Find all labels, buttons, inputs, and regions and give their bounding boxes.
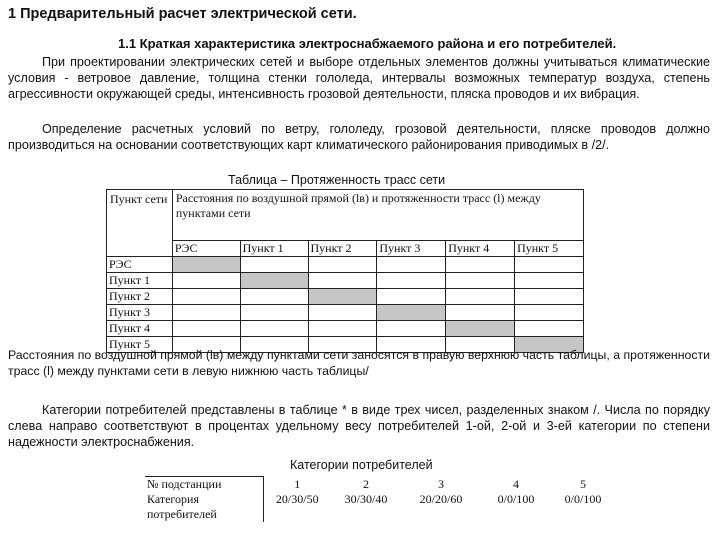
subsection-heading: 1.1 Краткая характеристика электроснабжаемого района и его потребителей. <box>118 36 617 51</box>
table-row <box>145 492 615 522</box>
table1-cell <box>240 321 308 337</box>
paragraph-consumer-categories: Категории потребителей представлены в таблице * в виде трех чисел, разделенных знаком /. Числа по порядку слева направо соответствуют в процентах удельному весу потребителей 1-ой, 2-ой и 3-ей категории по степени надежности электроснабжения. <box>8 403 710 450</box>
table-row <box>145 477 615 493</box>
route-length-table <box>106 189 584 353</box>
table-row <box>107 321 584 337</box>
table1-col-header: Пункт 2 <box>308 241 377 257</box>
substation-number: 3 <box>438 476 444 491</box>
table1-row-header: Пункт 5 <box>107 337 173 353</box>
table1-cell <box>172 321 240 337</box>
table1-cell <box>377 289 446 305</box>
table1-cell <box>446 289 515 305</box>
table-row <box>107 289 584 305</box>
table1-cell <box>308 321 377 337</box>
table1-caption: Таблица – Протяженность трасс сети <box>228 173 446 187</box>
table1-cell <box>515 273 584 289</box>
table1-cell <box>240 257 308 273</box>
table1-cell <box>446 273 515 289</box>
table1-note: Расстояния по воздушной прямой (lв) между пунктами сети заносятся в правую верхнюю часть таблицы, а протяженности трасс (l) между пунктами сети в левую нижнюю часть таблицы/ <box>8 348 710 379</box>
consumer-categories-table <box>145 476 615 522</box>
table1-cell-diagonal <box>377 305 446 321</box>
table1-col-header: Пункт 5 <box>515 241 584 257</box>
table1-cell <box>377 257 446 273</box>
category-value: 0/0/100 <box>564 492 602 506</box>
table1-cell <box>172 289 240 305</box>
table1-cell <box>446 257 515 273</box>
table1-row-header: Пункт 2 <box>107 289 173 305</box>
table1-cell <box>240 289 308 305</box>
table-row <box>107 273 584 289</box>
table1-cell-diagonal <box>446 321 515 337</box>
table2-number-label: № подстанции <box>145 477 263 493</box>
table1-corner-header: Пункт сети <box>107 190 173 257</box>
table1-cell <box>515 257 584 273</box>
category-value: 20/20/60 <box>419 492 463 506</box>
substation-number: 4 <box>513 476 519 491</box>
table1-col-header: Пункт 1 <box>240 241 308 257</box>
table1-cell <box>240 305 308 321</box>
category-value: 20/30/50 <box>275 492 319 506</box>
table1-cell <box>515 305 584 321</box>
table1-cell-diagonal <box>172 257 240 273</box>
table1-cell <box>308 257 377 273</box>
table1-row-header: Пункт 4 <box>107 321 173 337</box>
table1-cell-diagonal <box>240 273 308 289</box>
table1-cell <box>308 273 377 289</box>
table1-cell-diagonal <box>308 289 377 305</box>
table2-category-label: Категория потребителей <box>145 492 263 522</box>
table1-group-header: Расстояния по воздушной прямой (lв) и протяженности трасс (l) между пунктами сети <box>172 190 583 241</box>
table2-caption: Категории потребителей <box>290 458 433 472</box>
table1-cell <box>446 305 515 321</box>
table1-row-header: Пункт 3 <box>107 305 173 321</box>
table1-cell <box>515 289 584 305</box>
paragraph-climate-conditions: При проектировании электрических сетей и выборе отдельных элементов должны учитываться климатические условия - ветровое давление, толщина стенки гололеда, интервалы возможных температур воздуха, степень агрессивности окружающей среды, интенсивность грозовой деятельности, пляска проводов и их вибрация. <box>8 55 710 102</box>
paragraph-design-conditions: Определение расчетных условий по ветру, гололеду, грозовой деятельности, пляске проводов должно производиться на основании соответствующих карт климатического районирования приводимых в /2/. <box>8 122 710 153</box>
category-value: 0/0/100 <box>497 492 535 506</box>
table1-col-header: РЭС <box>172 241 240 257</box>
table1-row-header: Пункт 1 <box>107 273 173 289</box>
table-row <box>107 257 584 273</box>
category-value: 30/30/40 <box>344 492 388 506</box>
table1-cell <box>172 305 240 321</box>
table1-cell <box>308 305 377 321</box>
substation-number: 1 <box>294 476 301 491</box>
table1-col-header: Пункт 4 <box>446 241 515 257</box>
table1-cell <box>377 273 446 289</box>
table1-cell <box>172 273 240 289</box>
table1-cell <box>515 321 584 337</box>
substation-number: 5 <box>580 476 586 491</box>
table1-row-header: РЭС <box>107 257 173 273</box>
substation-number: 2 <box>363 476 369 491</box>
table-row <box>107 305 584 321</box>
section-heading: 1 Предварительный расчет электрической сети. <box>8 6 357 22</box>
table1-col-header: Пункт 3 <box>377 241 446 257</box>
table1-cell <box>377 321 446 337</box>
